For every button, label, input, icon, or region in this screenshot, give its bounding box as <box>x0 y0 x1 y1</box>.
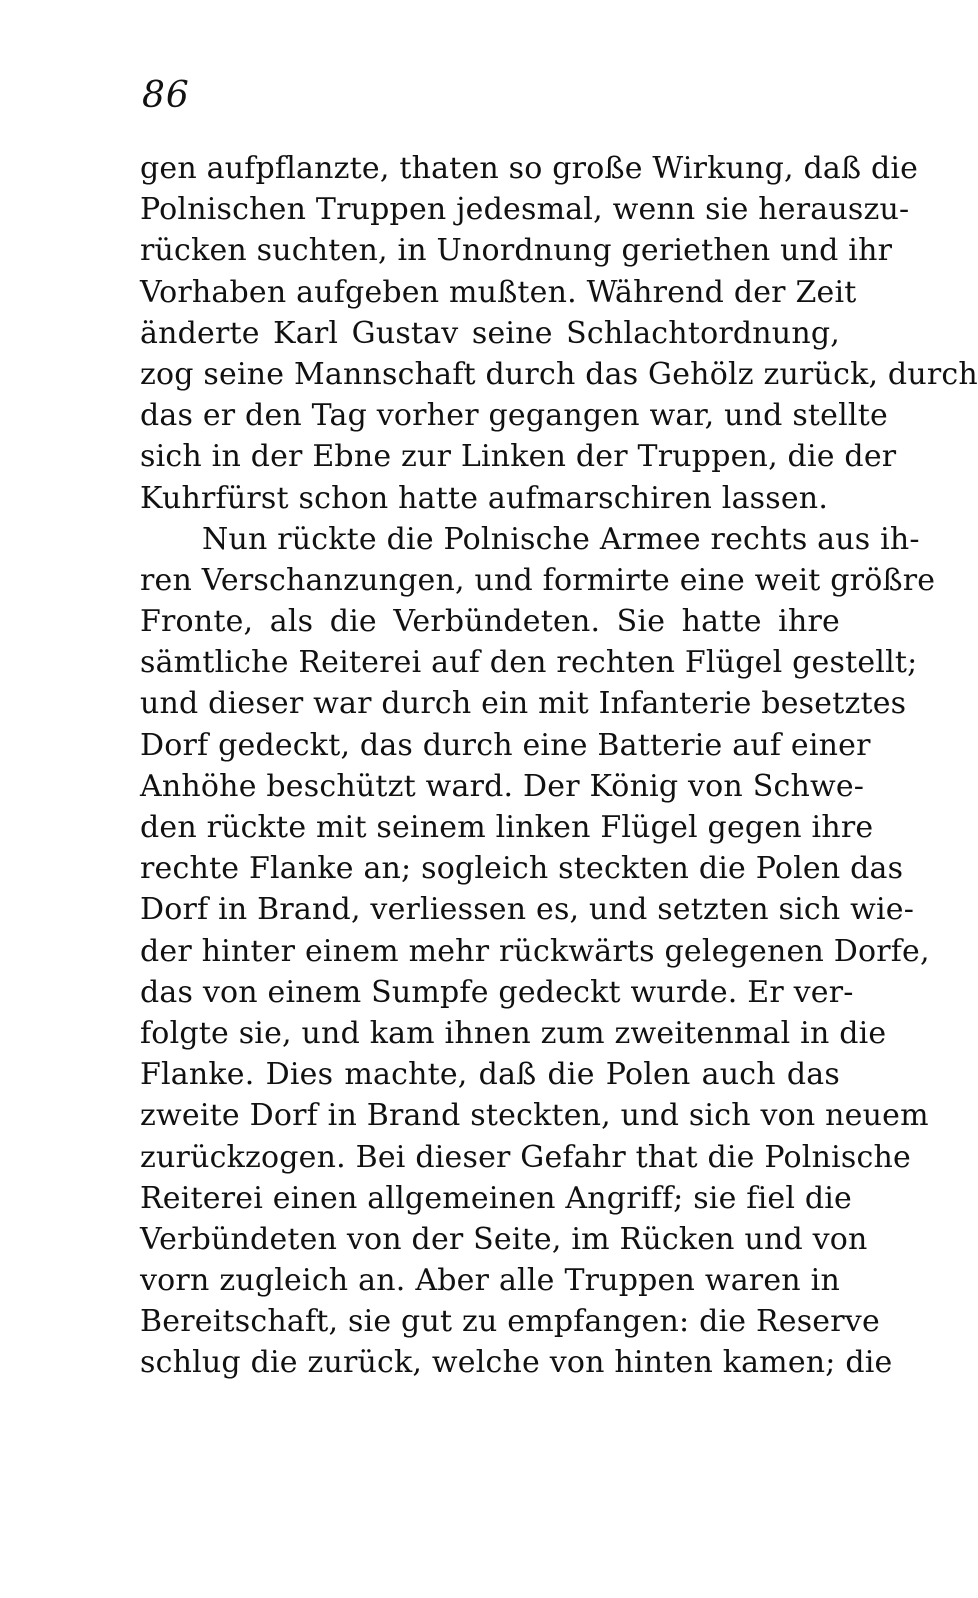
text-line: Polnischen Truppen jedesmal, wenn sie herauszu- <box>140 192 910 228</box>
text-line: Dorf in Brand, verliessen es, und setzten sich wie- <box>140 892 915 928</box>
text-line: gen aufpflanzte, thaten so große Wirkung, daß die <box>140 151 919 186</box>
text-line: zog seine Mannschaft durch das Gehölz zurück, durch <box>140 356 978 392</box>
text-line: Verbündeten von der Seite, im Rücken und von <box>140 1221 868 1257</box>
text-line: ren Verschanzungen, und formirte eine weit größre <box>140 562 936 598</box>
text-line: zurückzogen. Bei dieser Gefahr that die Polnische <box>140 1139 911 1175</box>
text-line: rücken suchten, in Unordnung geriethen und ihr <box>140 233 893 269</box>
text-line: sich in der Ebne zur Linken der Truppen, die der <box>140 439 897 475</box>
text-line: das von einem Sumpfe gedeckt wurde. Er ver- <box>140 974 854 1010</box>
text-line: Kuhrfürst schon hatte aufmarschiren lassen. <box>140 480 829 516</box>
text-line: Bereitschaft, sie gut zu empfangen: die Reserve <box>140 1304 880 1340</box>
text-line: rechte Flanke an; sogleich steckten die Polen das <box>140 851 904 887</box>
text-line: Reiterei einen allgemeinen Angriff; sie fiel die <box>140 1180 853 1216</box>
text-line: Anhöhe beschützt ward. Der König von Schwe- <box>140 768 865 804</box>
text-line: das er den Tag vorher gegangen war, und stellte <box>140 398 888 434</box>
text-line: Fronte, als die Verbündeten. Sie hatte ihre <box>140 604 840 640</box>
paragraph-2 <box>140 519 936 1384</box>
text-line: Dorf gedeckt, das durch eine Batterie auf einer <box>140 727 871 763</box>
text-line: änderte Karl Gustav seine Schlachtordnung, <box>140 315 840 351</box>
text-line: und dieser war durch ein mit Infanterie besetztes <box>140 686 907 722</box>
text-line: schlug die zurück, welche von hinten kamen; die <box>140 1345 893 1381</box>
text-line: sämtliche Reiterei auf den rechten Flügel gestellt; <box>140 645 918 681</box>
text-line: Nun rückte die Polnische Armee rechts aus ih- <box>202 521 920 557</box>
paragraph-1 <box>140 148 978 519</box>
text-line: vorn zugleich an. Aber alle Truppen waren in <box>140 1263 840 1299</box>
body-text <box>140 148 978 1384</box>
page-number: 86 <box>142 75 190 116</box>
text-line: Flanke. Dies machte, daß die Polen auch das <box>140 1057 840 1093</box>
text-line: der hinter einem mehr rückwärts gelegenen Dorfe, <box>140 933 930 969</box>
text-line: folgte sie, und kam ihnen zum zweitenmal in die <box>140 1015 887 1051</box>
text-line: zweite Dorf in Brand steckten, und sich von neuem <box>140 1098 929 1134</box>
text-line: Vorhaben aufgeben mußten. Während der Zeit <box>140 274 857 310</box>
text-line: den rückte mit seinem linken Flügel gegen ihre <box>140 810 874 845</box>
